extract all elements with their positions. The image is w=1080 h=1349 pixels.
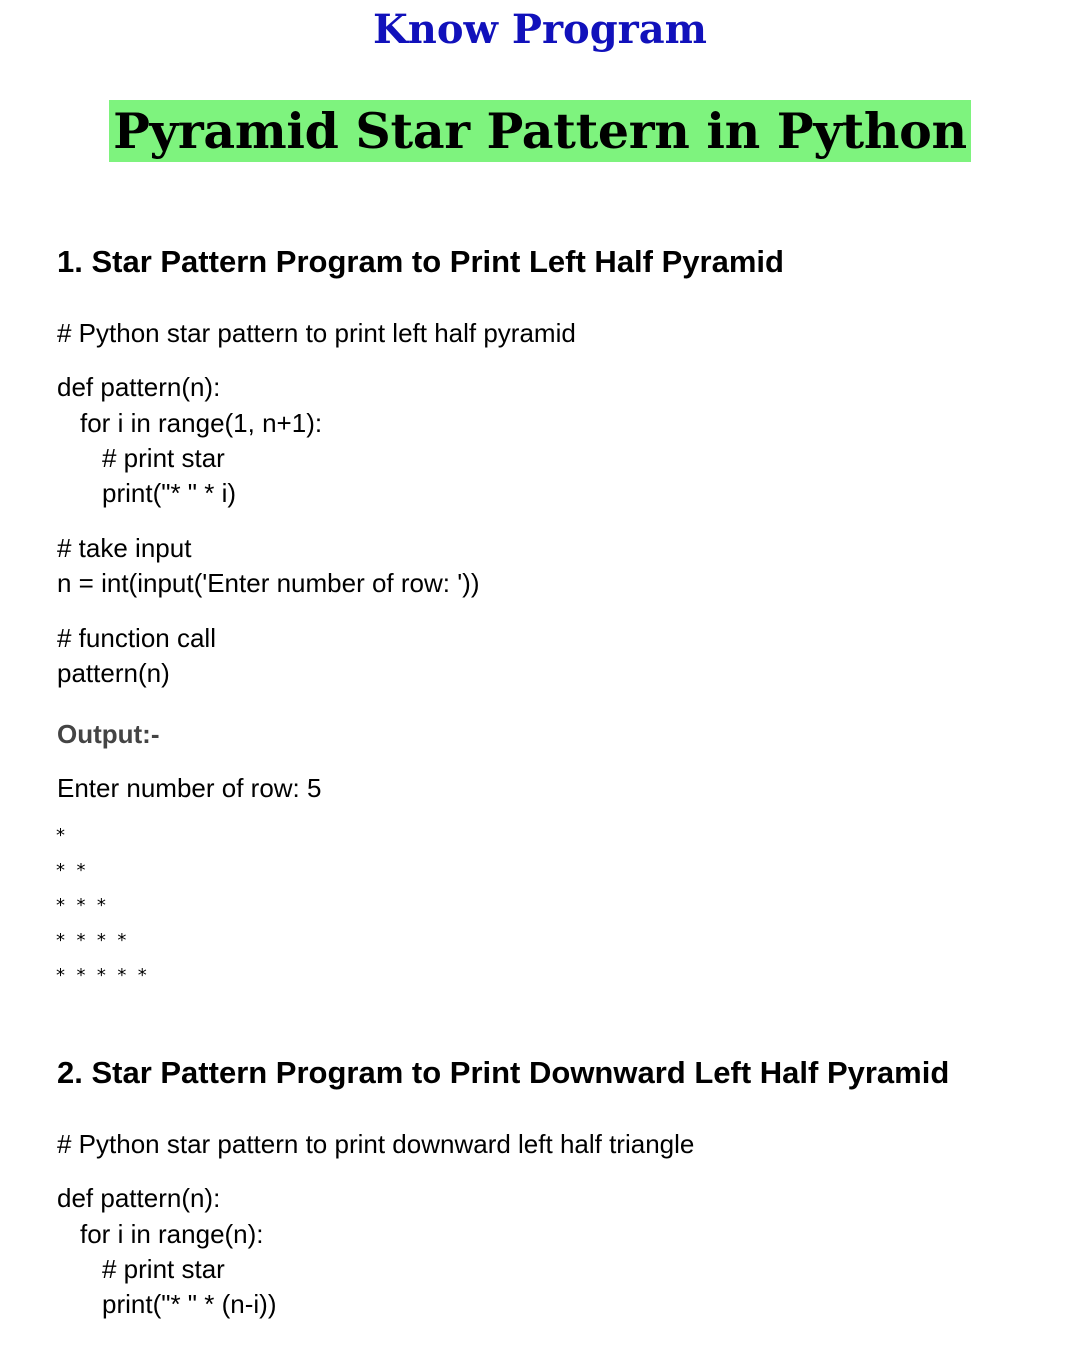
code-line: print("* " * (n-i)) — [102, 1289, 277, 1319]
output-star-row: * — [56, 825, 65, 846]
code-line: pattern(n) — [57, 658, 170, 688]
output-star-row: * * * * — [56, 930, 127, 951]
site-brand: Know Program — [372, 6, 707, 53]
output-star-row: * * * * * — [56, 965, 147, 986]
output-prompt: Enter number of row: 5 — [57, 773, 322, 803]
code-line: # Python star pattern to print downward left half triangle — [57, 1129, 695, 1159]
code-line: # print star — [102, 443, 225, 473]
section-1-heading: 1. Star Pattern Program to Print Left Half Pyramid — [57, 244, 784, 279]
section-2-heading: 2. Star Pattern Program to Print Downward Left Half Pyramid — [57, 1055, 950, 1090]
output-star-row: * * — [56, 860, 86, 881]
code-line: for i in range(n): — [80, 1219, 264, 1249]
code-line: print("* " * i) — [102, 478, 237, 508]
title-container — [0, 100, 1080, 162]
code-line: def pattern(n): — [57, 1183, 221, 1213]
code-line: def pattern(n): — [57, 372, 221, 402]
code-line: for i in range(1, n+1): — [80, 408, 323, 438]
output-label: Output:- — [57, 719, 160, 749]
code-line: # take input — [57, 533, 192, 563]
code-line: n = int(input('Enter number of row: ')) — [57, 568, 480, 598]
output-star-row: * * * — [56, 895, 106, 916]
code-line: # print star — [102, 1254, 225, 1284]
code-line: # function call — [57, 623, 216, 653]
code-line: # Python star pattern to print left half pyramid — [57, 318, 576, 348]
page-title: Pyramid Star Pattern in Python — [109, 100, 971, 162]
